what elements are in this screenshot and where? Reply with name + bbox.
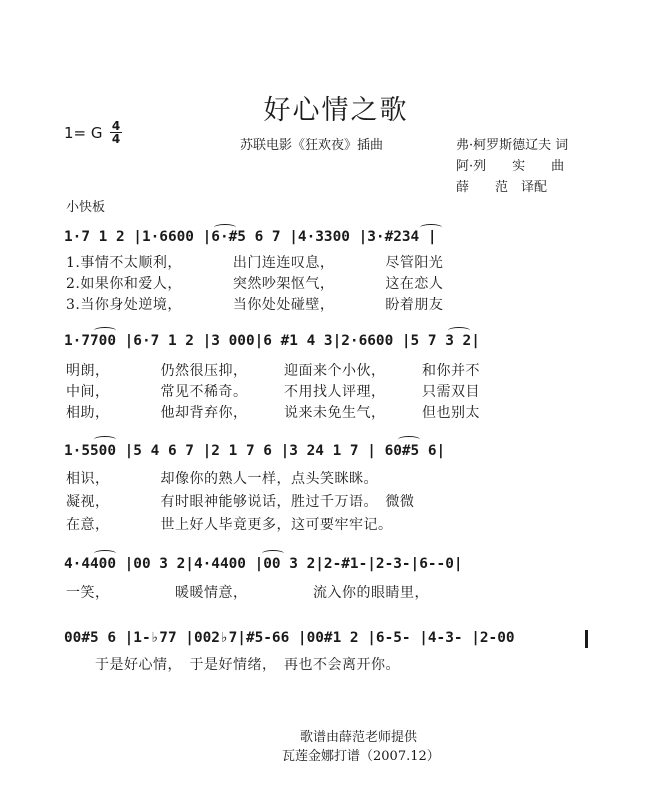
key-signature: 1= G (64, 124, 103, 142)
time-signature-top: 4 (111, 119, 121, 133)
tie-arc (398, 436, 420, 443)
notation-line-1: 1·7 1 2 |1·6600 |6·#5 6 7 |4·3300 |3·#234 | (64, 229, 437, 245)
notation-line-4: 4·4400 |00 3 2|4·4400 |00 3 2|2-#1-|2-3-|6--0| (64, 556, 463, 572)
provided-by-note: 歌谱由薛范老师提供 (300, 730, 418, 745)
lyric-line-4: 一笑， 暖暖情意， 流入你的眼睛里， (66, 585, 429, 601)
final-barline (585, 630, 588, 648)
composer-credit: 阿·列 实 曲 (456, 159, 565, 174)
time-signature (110, 120, 122, 145)
notation-line-2: 1·7700 |6·7 1 2 |3 000|6 #1 4 3|2·6600 |5 7 3 2| (64, 333, 480, 349)
lyricist-credit: 弗·柯罗斯德辽夫 词 (456, 138, 569, 153)
lyric-line-1-verse-3: 3.当你身处逆境， 当你处处碰壁， 盼着朋友 (66, 297, 444, 313)
typeset-by-note: 瓦莲金娜打谱（2007.12） (282, 749, 440, 764)
lyric-line-1-verse-1: 1.事情不太顺利， 出门连连叹息， 尽管阳光 (66, 255, 444, 271)
lyric-line-2-verse-2: 中间， 常见不稀奇。 不用找人评理， 只需双目 (66, 384, 480, 400)
tie-arc (94, 436, 116, 443)
notation-line-3: 1·5500 |5 4 6 7 |2 1 7 6 |3 24 1 7 | 60#5 6| (64, 443, 446, 459)
lyric-line-2-verse-3: 相助， 他却背弃你， 说来未免生气， 但也别太 (66, 405, 480, 421)
lyric-line-1-verse-2: 2.如果你和爱人， 突然吵架怄气， 这在恋人 (66, 276, 444, 292)
notation-line-5: 00#5 6 |1-♭77 |002♭7|#5-66 |00#1 2 |6-5- |4-3- |2-00 (64, 630, 515, 646)
time-signature-bottom: 4 (111, 132, 121, 146)
lyric-line-2-verse-1: 明朗， 仍然很压抑， 迎面来个小伙， 和你并不 (66, 363, 480, 379)
page-title: 好心情之歌 (263, 95, 409, 126)
lyric-line-3-verse-3: 在意， 世上好人毕竟更多，这可要牢牢记。 (66, 517, 393, 533)
lyric-line-3-verse-1: 相识， 却像你的熟人一样，点头笑眯眯。 (66, 471, 378, 487)
tempo-marking: 小快板 (66, 200, 106, 215)
song-origin: 苏联电影《狂欢夜》插曲 (240, 138, 384, 153)
translator-credit: 薛 范 译配 (456, 180, 548, 195)
lyric-line-5: 于是好心情， 于是好情绪， 再也不会离开你。 (66, 657, 400, 673)
lyric-line-3-verse-2: 凝视， 有时眼神能够说话，胜过千万语。 微微 (66, 494, 415, 510)
